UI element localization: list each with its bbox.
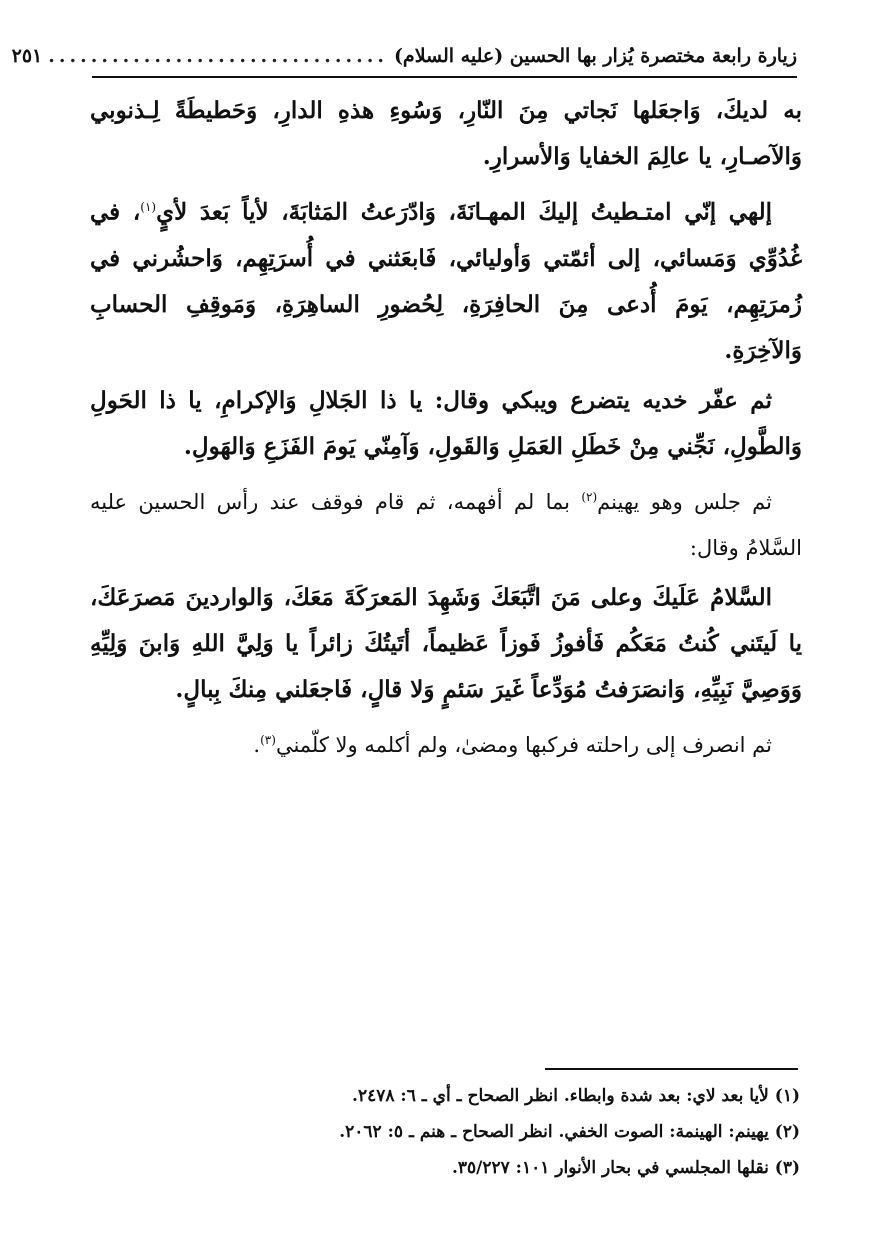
- footnote-ref-2[interactable]: (٢): [581, 489, 598, 504]
- footnote-ref-1[interactable]: (١): [140, 200, 157, 214]
- paragraph-narration-departure: [90, 717, 802, 768]
- page-number: ٢٥١: [11, 45, 43, 67]
- paragraph-ilahi-text-a: إلهي إنّي امتـطيتُ إليكَ المهـانَةَ، وَادّرَعتُ المَثابَةَ، لأياً بَعدَ لأيٍ: [156, 198, 772, 226]
- header-title: زيارة رابعة مختصرة يُزار بها الحسين (عليه السلام): [393, 45, 797, 67]
- paragraph-ilahi: [90, 184, 802, 374]
- paragraph-sitting-text-b: بما لم أفهمه، ثم قام فوقف عند رأس الحسين عليه السَّلامُ وقال:: [90, 489, 802, 560]
- footnote-separator: [545, 1068, 798, 1070]
- header-leader-dots: ................................: [48, 45, 388, 67]
- paragraph-sitting-text-a: ثم جلس وهو يهينم: [597, 489, 772, 514]
- paragraph-narration-sitting: [90, 474, 802, 571]
- footnote-ref-3[interactable]: (٣): [260, 732, 276, 747]
- paragraph-narration-prostration: ثم عفّر خديه يتضرع ويبكي وقال: يا ذا الجَلالِ وَالإكرامِ، يا ذا الحَولِ وَالطَّولِ، نَجِّني مِنْ خَطَلِ العَمَلِ وَالقَولِ، وَآمِنّي يَومَ الفَزَعِ وَالهَولِ.: [90, 386, 802, 460]
- footnotes: [200, 1078, 800, 1186]
- paragraph-departure-text-a: ثم انصرف إلى راحلته فركبها ومضىٰ، ولم أكلمه ولا كلّمني: [275, 732, 772, 757]
- running-header: [11, 36, 797, 78]
- footnote-3: (٣) نقلها المجلسي في بحار الأنوار ١٠١: ٣٥/٢٢٧.: [451, 1158, 800, 1178]
- footnote-2: (٢) يهينم: الهينمة: الصوت الخفي. انظر الصحاح ـ هنم ـ ٥: ٢٠٦٢.: [339, 1122, 800, 1142]
- paragraph-departure-text-b: .: [253, 732, 261, 757]
- main-text: [90, 88, 802, 772]
- footnote-1: (١) لأيا بعد لاي: بعد شدة وابطاء. انظر الصحاح ـ أي ـ ٦: ٢٤٧٨.: [352, 1086, 800, 1106]
- paragraph-supplication-end: به لديكَ، وَاجعَلها نَجاتي مِنَ النّارِ، وَسُوءِ هذهِ الدارِ، وَحَطيطَةً لِـذنوبي وَالآصـارِ، يا عالِمَ الخفايا وَالأسرارِ.: [90, 97, 802, 170]
- paragraph-ilahi-text-b: ، في غُدُوِّي وَمَسائي، إلى أئمّتي وَأوليائي، فَابعَثني في أُسرَتِهِم، وَاحشُرني في زُمرَتِهِم، يَومَ أُدعى مِنَ الحافِرَةِ، لِحُضورِ الساهِرَةِ، وَمَوقِفِ الحسابِ وَالآخِرَةِ.: [90, 198, 802, 364]
- paragraph-salam: السَّلامُ عَلَيكَ وعلى مَنَ اتَّبَعَكَ وَشَهِدَ المَعرَكَةَ مَعَكَ، وَالواردينَ مَصرَعَكَ، يا لَيتَني كُنتُ مَعَكُم فَأفوزُ فَوزاً عَظيماً، أتَيتُكَ زائراً يا وَلِيَّ اللهِ وَابنَ وَلِيِّهِ وَوَصِيَّ نَبِيِّهِ، وَانصَرَفتُ مُوَدِّعاً غَيرَ سَئمٍ وَلا قالٍ، فَاجعَلني مِنكَ بِبالٍ.: [90, 583, 802, 703]
